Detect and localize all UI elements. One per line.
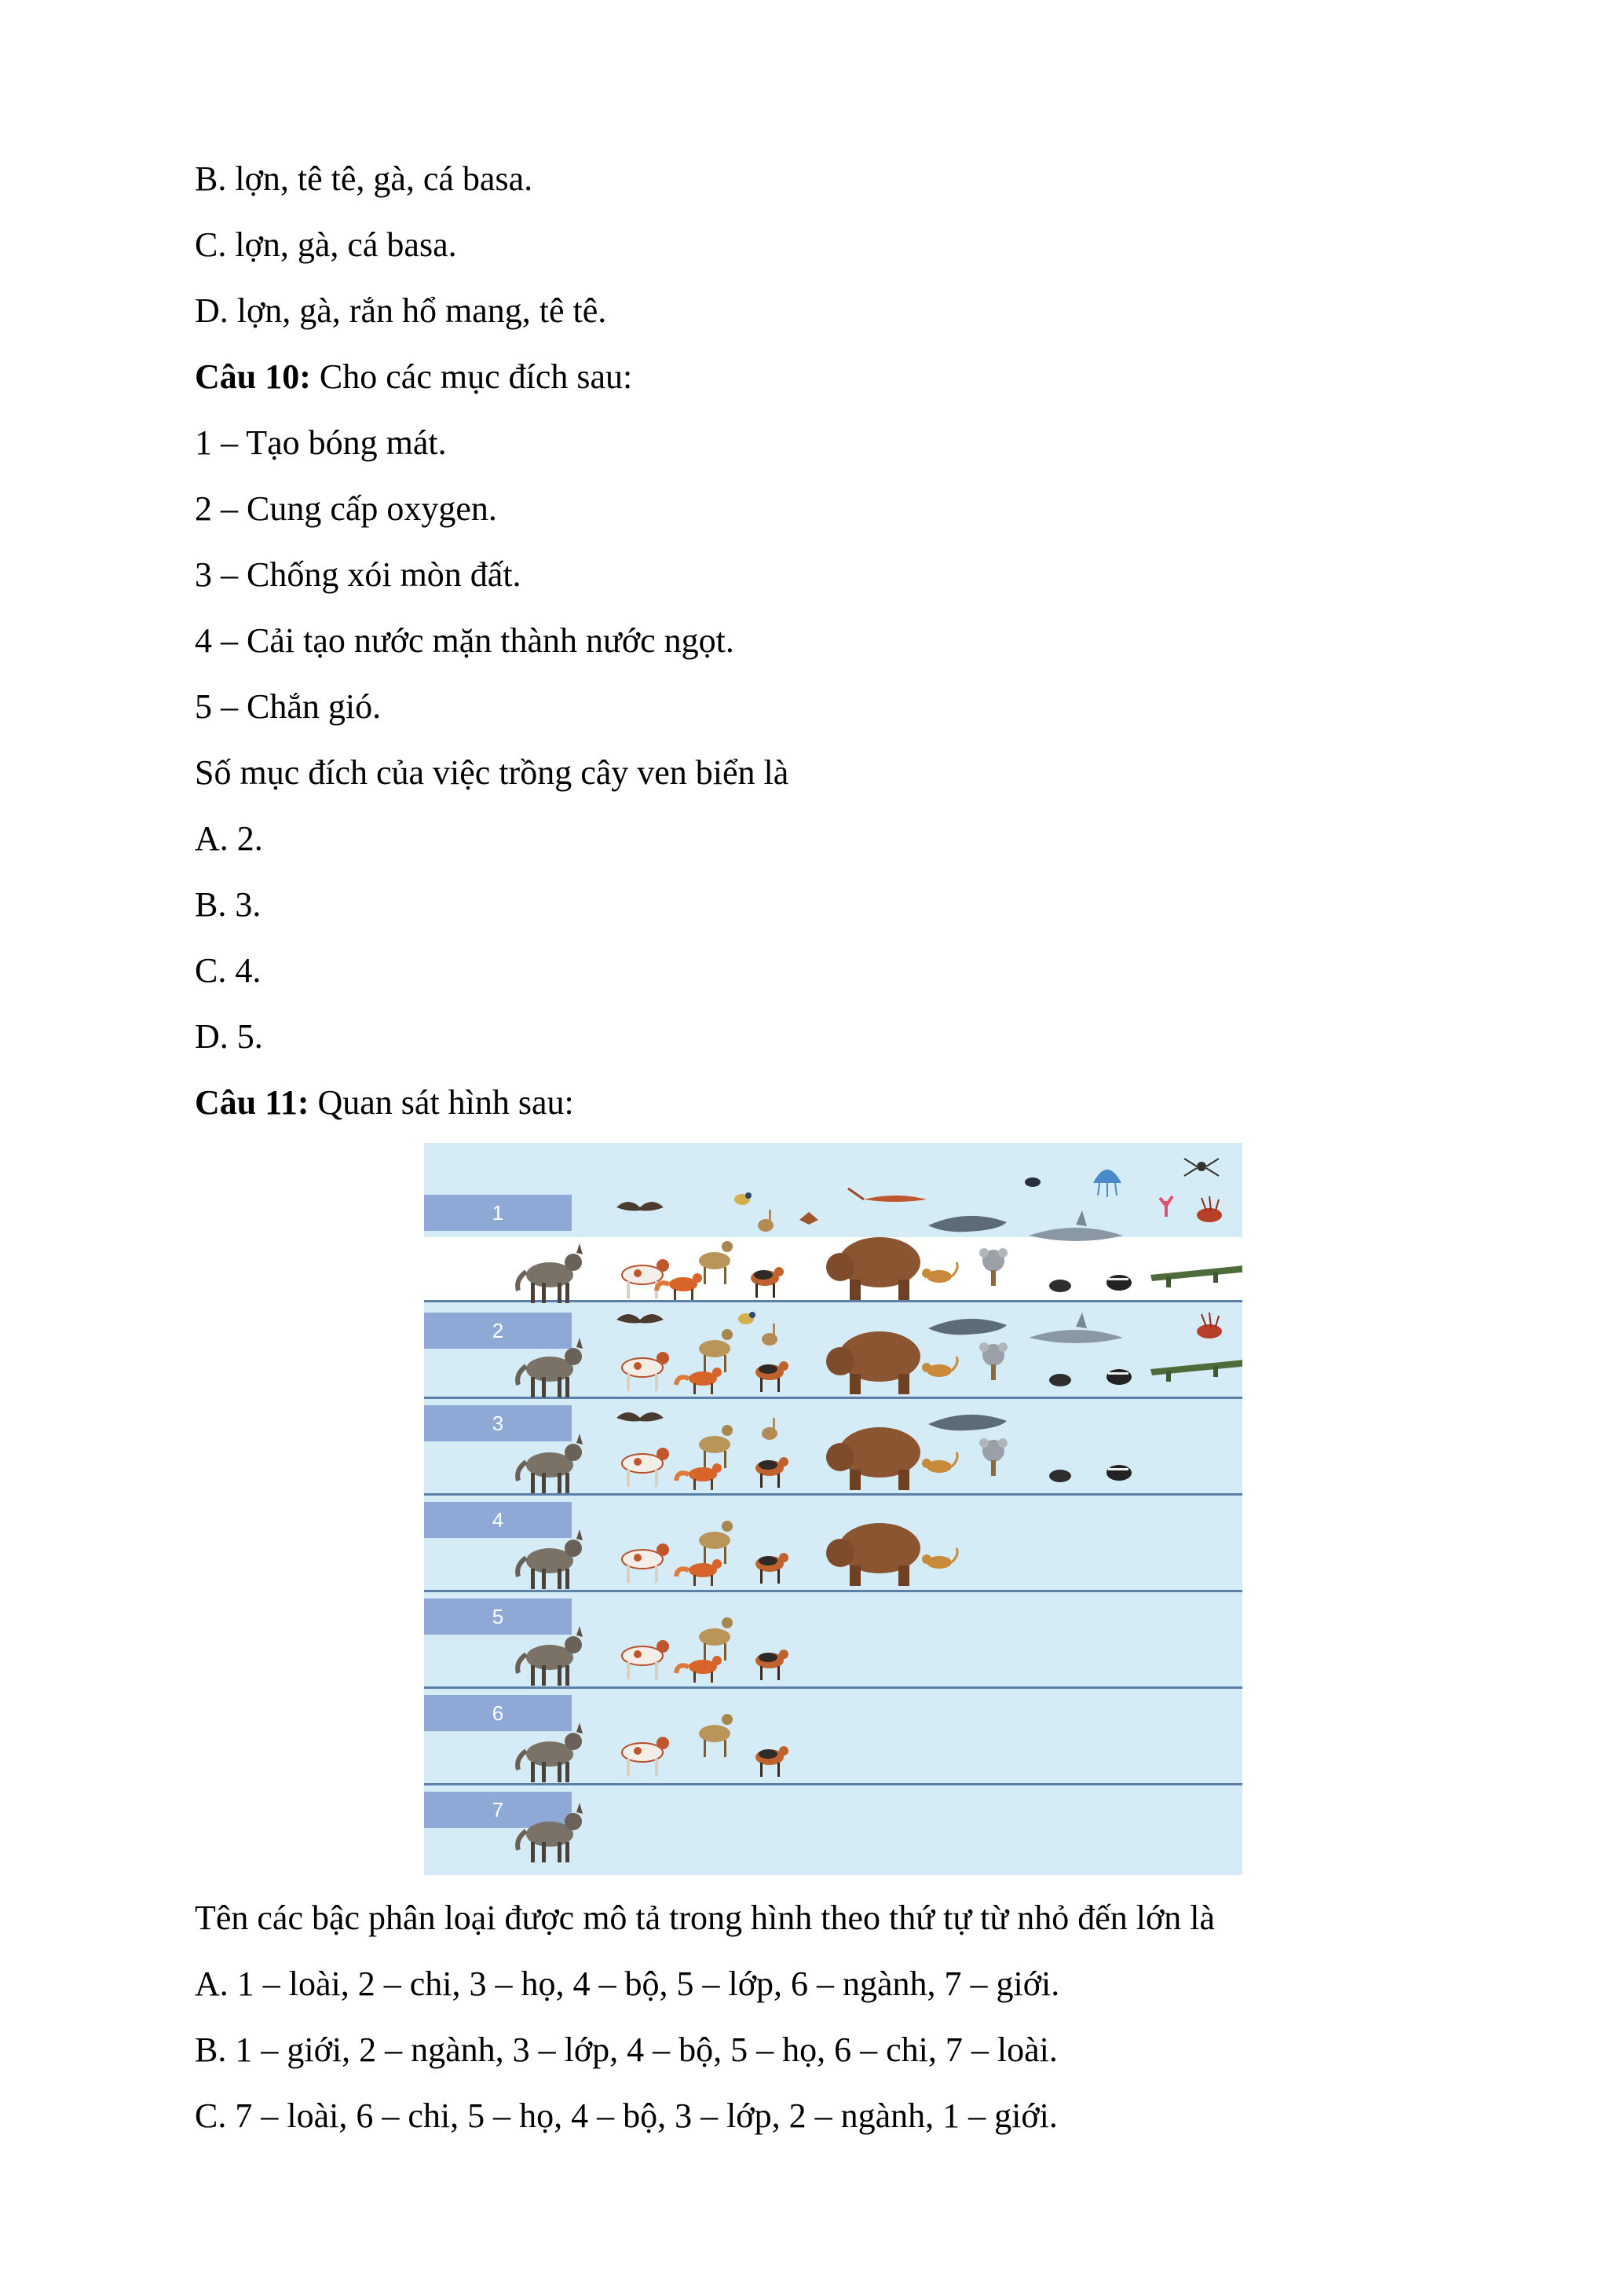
option-c-q9: C. lợn, gà, cá basa. — [195, 225, 457, 264]
skunk-icon — [1106, 1369, 1132, 1385]
coyote-icon — [699, 1425, 733, 1468]
bat-icon — [616, 1412, 664, 1422]
hound-icon — [622, 1543, 669, 1583]
wolf-icon — [518, 1529, 583, 1589]
coral-icon — [1160, 1196, 1172, 1217]
option-b-q10: B. 3. — [195, 885, 262, 924]
mole-icon — [1049, 1374, 1071, 1386]
bear-icon — [826, 1331, 920, 1394]
purpose-2: 2 – Cung cấp oxygen. — [195, 489, 497, 528]
cat-icon — [922, 1548, 957, 1569]
level-tag-5: 5 — [424, 1598, 572, 1635]
level-tag-2: 2 — [424, 1313, 572, 1349]
dolphin-icon — [928, 1319, 1007, 1335]
level-tag-4: 4 — [424, 1502, 572, 1538]
option-c-q10: C. 4. — [195, 951, 262, 990]
coyote-icon — [699, 1241, 733, 1284]
purpose-1: 1 – Tạo bóng mát. — [195, 423, 447, 462]
question-11-stem: Tên các bậc phân loại được mô tả trong hình theo thứ tự từ nhỏ đến lớn là — [195, 1899, 1216, 1937]
moth-icon — [799, 1212, 818, 1225]
jellyfish-icon — [1093, 1170, 1121, 1197]
jackal-icon — [755, 1746, 788, 1777]
wolf-icon — [518, 1723, 583, 1782]
lionfish-icon — [1197, 1313, 1222, 1338]
koala-icon — [979, 1248, 1008, 1286]
question-10-stem: Số mục đích của việc trồng cây ven biển là — [195, 753, 789, 792]
wolf-icon — [518, 1803, 583, 1862]
fox-icon — [676, 1368, 722, 1394]
option-b-q11: B. 1 – giới, 2 – ngành, 3 – lớp, 4 – bộ, 5 – họ, 6 – chi, 7 – loài. — [195, 2031, 1058, 2069]
hound-icon — [622, 1259, 669, 1298]
level-tag-1: 1 — [424, 1195, 572, 1231]
option-a-q10: A. 2. — [195, 819, 263, 858]
hound-icon — [622, 1448, 669, 1487]
wolf-icon — [518, 1338, 583, 1397]
bird-icon — [734, 1192, 752, 1205]
wolf-icon — [518, 1626, 583, 1686]
jackal-icon — [755, 1457, 788, 1488]
koala-icon — [979, 1438, 1008, 1476]
option-d-q9: D. lợn, gà, rắn hổ mang, tê tê. — [195, 291, 607, 330]
option-d-q10: D. 5. — [195, 1017, 263, 1056]
lobster-icon — [848, 1188, 927, 1202]
level-tag-3: 3 — [424, 1405, 572, 1441]
coyote-icon — [699, 1521, 733, 1564]
bear-icon — [826, 1523, 920, 1586]
animals-illustration — [424, 1143, 1242, 1875]
jackal-icon — [755, 1650, 788, 1680]
cat-icon — [922, 1357, 957, 1377]
bear-icon — [826, 1427, 920, 1490]
purpose-5: 5 – Chắn gió. — [195, 687, 382, 726]
coyote-icon — [699, 1329, 733, 1372]
koala-icon — [979, 1342, 1008, 1380]
rabbit-icon — [762, 1418, 777, 1440]
mussel-icon — [1025, 1177, 1041, 1187]
taxonomy-figure — [424, 1143, 1242, 1875]
rabbit-icon — [762, 1324, 777, 1346]
mole-icon — [1049, 1470, 1071, 1482]
coyote-icon — [699, 1617, 733, 1661]
fox-icon — [676, 1656, 722, 1683]
lionfish-icon — [1197, 1196, 1222, 1222]
jackal-icon — [755, 1361, 788, 1392]
mole-icon — [1049, 1280, 1071, 1292]
spider-icon — [1184, 1159, 1219, 1176]
bird-icon — [738, 1312, 755, 1324]
coyote-icon — [699, 1714, 733, 1757]
option-c-q11: C. 7 – loài, 6 – chi, 5 – họ, 4 – bộ, 3 – lớp, 2 – ngành, 1 – giới. — [195, 2096, 1058, 2135]
cat-icon — [922, 1452, 957, 1473]
wolf-icon — [518, 1434, 583, 1493]
hound-icon — [622, 1640, 669, 1679]
crocodile-icon — [1150, 1265, 1242, 1287]
fox-icon — [657, 1273, 702, 1300]
hound-icon — [622, 1352, 669, 1391]
fox-icon — [676, 1463, 722, 1490]
jackal-icon — [755, 1553, 788, 1584]
purpose-4: 4 – Cải tạo nước mặn thành nước ngọt. — [195, 621, 734, 660]
question-10: Câu 10: Cho các mục đích sau: — [195, 357, 633, 396]
crocodile-icon — [1150, 1360, 1242, 1382]
jackal-icon — [751, 1267, 784, 1298]
dolphin-icon — [928, 1216, 1007, 1232]
dolphin-icon — [928, 1415, 1007, 1430]
shark-icon — [1029, 1313, 1123, 1343]
hound-icon — [622, 1737, 669, 1776]
bat-icon — [616, 1202, 664, 1211]
skunk-icon — [1106, 1465, 1132, 1481]
option-a-q11: A. 1 – loài, 2 – chi, 3 – họ, 4 – bộ, 5 – lớp, 6 – ngành, 7 – giới. — [195, 1965, 1060, 2003]
bear-icon — [826, 1237, 920, 1300]
fox-icon — [676, 1559, 722, 1586]
skunk-icon — [1106, 1275, 1132, 1291]
shark-icon — [1029, 1210, 1123, 1241]
level-tag-6: 6 — [424, 1695, 572, 1731]
option-b-q9: B. lợn, tê tê, gà, cá basa. — [195, 159, 533, 198]
level-tag-7: 7 — [424, 1792, 572, 1828]
purpose-3: 3 – Chống xói mòn đất. — [195, 555, 521, 594]
cat-icon — [922, 1262, 957, 1283]
bat-icon — [616, 1314, 664, 1324]
wolf-icon — [518, 1243, 583, 1303]
question-11: Câu 11: Quan sát hình sau: — [195, 1083, 574, 1122]
rabbit-icon — [758, 1210, 774, 1232]
